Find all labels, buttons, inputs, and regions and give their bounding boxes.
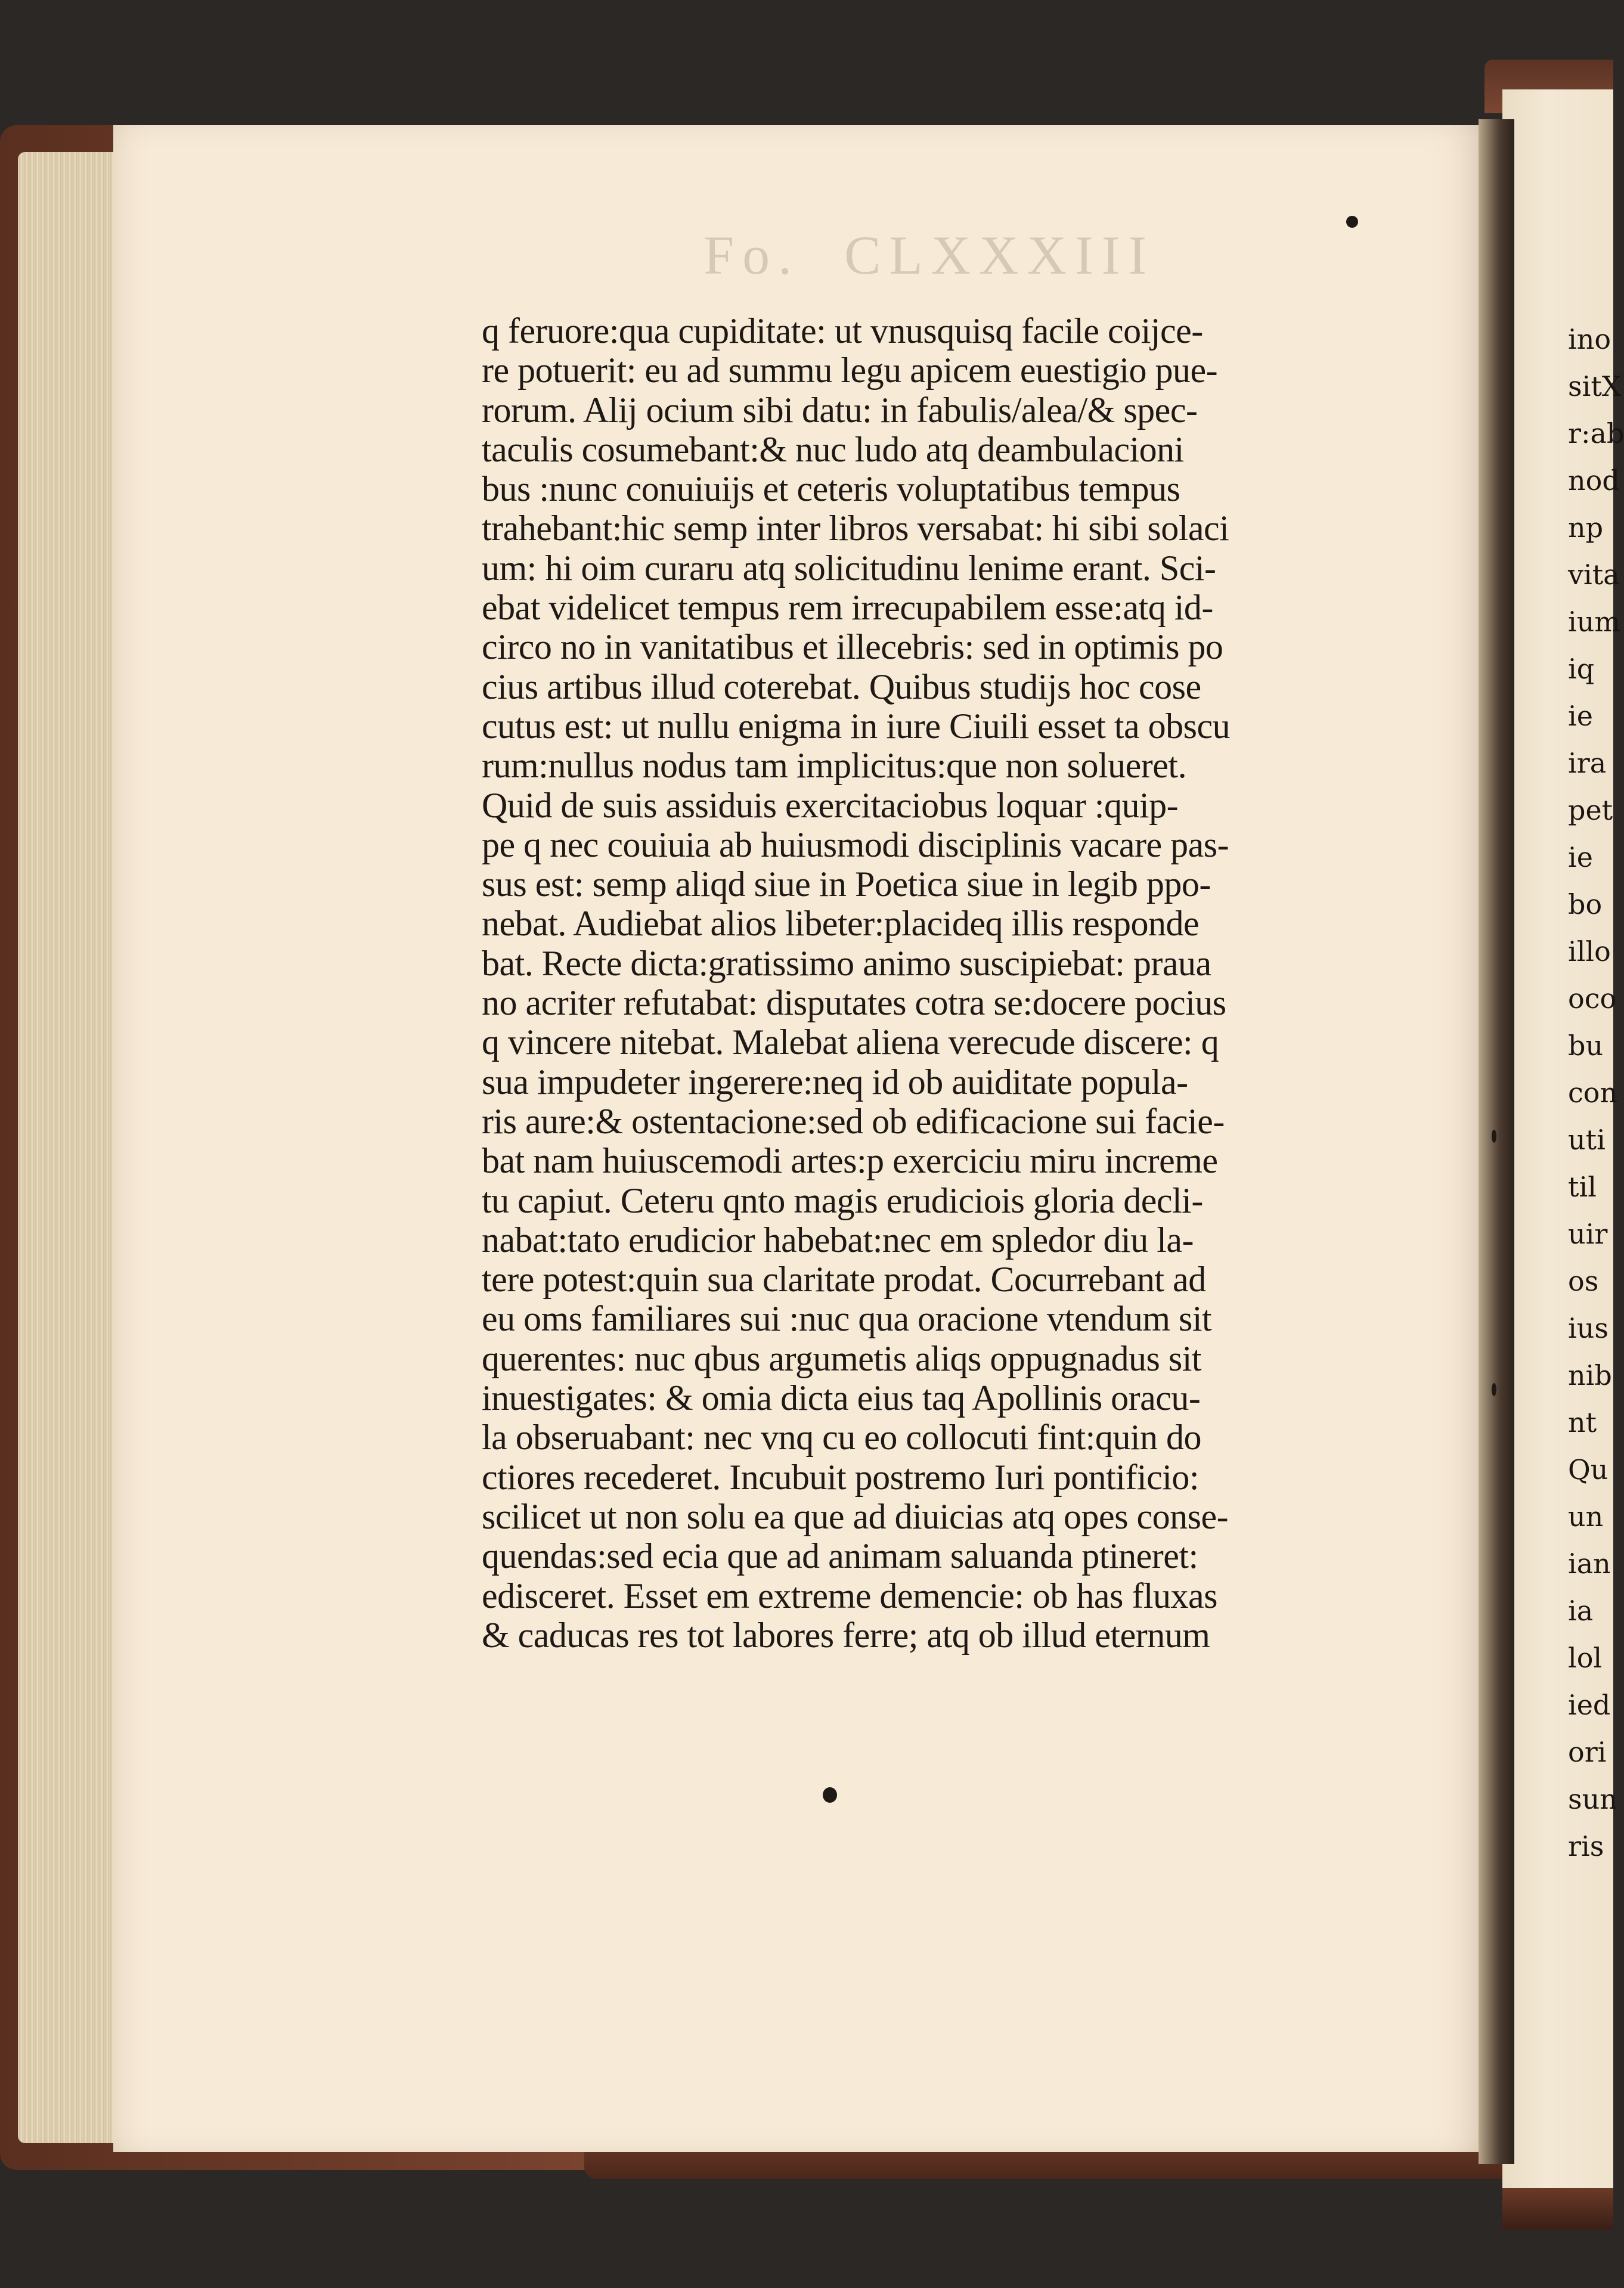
ink-dot-top — [1346, 216, 1358, 228]
text-line: edisceret. Esset em extreme demencie: ob has fluxas — [482, 1576, 1218, 1616]
text-line: la obseruabant: nec vnq cu eo collocuti fint:quin do — [482, 1418, 1201, 1458]
facing-page-fragment-line: lol — [1568, 1642, 1603, 1674]
text-line: ris aure:& ostentacione:sed ob edificacione sui facie- — [482, 1101, 1225, 1141]
text-line: ebat videlicet tempus rem irrecupabilem esse:atq id- — [482, 588, 1213, 628]
text-line: quendas:sed ecia que ad animam saluanda ptineret: — [482, 1536, 1198, 1576]
ink-speck-margin-2 — [1492, 1383, 1496, 1396]
facing-page-fragment-line: vita — [1568, 559, 1620, 591]
facing-page-fragment-line: ian — [1568, 1548, 1611, 1580]
book-gutter — [1479, 119, 1514, 2164]
text-line: rorum. Alij ocium sibi datu: in fabulis/alea/& spec- — [482, 390, 1198, 430]
facing-page-fragment-line: un — [1568, 1500, 1604, 1533]
facing-page-fragment-line: ori — [1568, 1736, 1607, 1768]
text-line: no acriter refutabat: disputates cotra se:docere pocius — [482, 983, 1226, 1023]
facing-page-fragment-line: pet — [1568, 794, 1613, 826]
facing-page-fragment-line: ied — [1568, 1689, 1611, 1721]
text-line: um: hi oim curaru atq solicitudinu lenime erant. Sci- — [482, 548, 1216, 588]
body-text-block — [482, 311, 1364, 1655]
text-line: re potuerit: eu ad summu legu apicem euestigio pue- — [482, 351, 1218, 390]
folio-number: Fo. CLXXXIII — [703, 225, 1155, 286]
text-line: cius artibus illud coterebat. Quibus studijs hoc cose — [482, 666, 1201, 706]
facing-page-fragment-line: np — [1568, 511, 1604, 544]
text-line: querentes: nuc qbus argumetis aliqs oppugnadus sit — [482, 1338, 1202, 1378]
facing-page-fragment-line: ie — [1568, 700, 1593, 732]
facing-page-fragment-line: uti — [1568, 1124, 1606, 1156]
facing-page-text-fragment — [1568, 316, 1624, 1870]
facing-page-fragment-line: sitX — [1568, 370, 1622, 402]
text-line: q feruore:qua cupiditate: ut vnusquisq facile coijce- — [482, 311, 1203, 351]
facing-page-fragment-line: uir — [1568, 1218, 1608, 1250]
text-line: sua impudeter ingerere:neq id ob auiditate popula- — [482, 1062, 1188, 1102]
text-line: sus est: semp aliqd siue in Poetica siue in legib ppo- — [482, 864, 1211, 904]
facing-page-fragment-line: nib — [1568, 1359, 1612, 1391]
facing-page-fragment-line: ira — [1568, 747, 1607, 779]
text-line: eu oms familiares sui :nuc qua oracione vtendum sit — [482, 1299, 1212, 1339]
text-line: q vincere nitebat. Malebat aliena verecude discere: q — [482, 1022, 1219, 1062]
book-cover-bottom-right — [1502, 2188, 1613, 2230]
facing-page-fragment-line: r:ab — [1568, 417, 1624, 449]
facing-page-fragment-line: ie — [1568, 841, 1593, 873]
text-line: Quid de suis assiduis exercitaciobus loquar :quip- — [482, 785, 1179, 825]
facing-page-fragment-line: ius — [1568, 1312, 1608, 1344]
text-line: rum:nullus nodus tam implicitus:que non solueret. — [482, 746, 1187, 786]
facing-page-fragment-line: bo — [1568, 888, 1603, 920]
text-line: & caducas res tot labores ferre; atq ob illud eternum — [482, 1615, 1210, 1655]
facing-page-fragment-line: ia — [1568, 1595, 1594, 1627]
text-line: bat. Recte dicta:gratissimo animo suscipiebat: praua — [482, 943, 1211, 983]
text-line: taculis cosumebant:& nuc ludo atq deambulacioni — [482, 429, 1184, 469]
facing-page-fragment-line: oco — [1568, 982, 1617, 1015]
text-line: nabat:tato erudicior habebat:nec em spledor diu la- — [482, 1220, 1194, 1260]
facing-page-fragment-line: bu — [1568, 1030, 1604, 1062]
text-line: inuestigates: & omia dicta eius taq Apollinis oracu- — [482, 1378, 1201, 1418]
facing-page-fragment-line: sun — [1568, 1783, 1617, 1815]
facing-page-fragment-line: Qu — [1568, 1453, 1608, 1486]
text-line: ctiores recederet. Incubuit postremo Iuri pontificio: — [482, 1457, 1200, 1497]
text-line: nebat. Audiebat alios libeter:placideq illis responde — [482, 904, 1200, 944]
text-line: tu capiut. Ceteru qnto magis erudiciois gloria decli- — [482, 1180, 1203, 1220]
facing-page-fragment-line: nod — [1568, 464, 1620, 497]
facing-page-fragment-line: til — [1568, 1171, 1597, 1203]
facing-page-fragment-line: ino — [1568, 323, 1611, 355]
ink-speck-margin-1 — [1492, 1130, 1496, 1143]
text-line: bat nam huiuscemodi artes:p exerciciu miru increme — [482, 1141, 1218, 1181]
text-line: cutus est: ut nullu enigma in iure Ciuili esset ta obscu — [482, 706, 1231, 746]
facing-page-fragment-line: illo — [1568, 935, 1611, 968]
facing-page-fragment-line: nt — [1568, 1406, 1597, 1438]
facing-page-fragment-line: os — [1568, 1265, 1599, 1297]
text-line: circo no in vanitatibus et illecebris: sed in optimis po — [482, 627, 1223, 667]
text-line: scilicet ut non solu ea que ad diuicias atq opes conse- — [482, 1496, 1229, 1536]
text-line: tere potest:quin sua claritate prodat. Cocurrebant ad — [482, 1260, 1206, 1300]
facing-page-fragment-line: iq — [1568, 653, 1595, 685]
text-line: pe q nec couiuia ab huiusmodi disciplinis vacare pas- — [482, 824, 1229, 864]
facing-page-fragment-line: ris — [1568, 1830, 1604, 1862]
facing-page-fragment-line: ium — [1568, 606, 1620, 638]
ink-dot-bottom — [823, 1787, 837, 1803]
facing-page-fragment-line: con — [1568, 1077, 1618, 1109]
text-line: bus :nunc conuiuijs et ceteris voluptatibus tempus — [482, 469, 1180, 509]
text-line: trahebant:hic semp inter libros versabat: hi sibi solaci — [482, 509, 1229, 548]
